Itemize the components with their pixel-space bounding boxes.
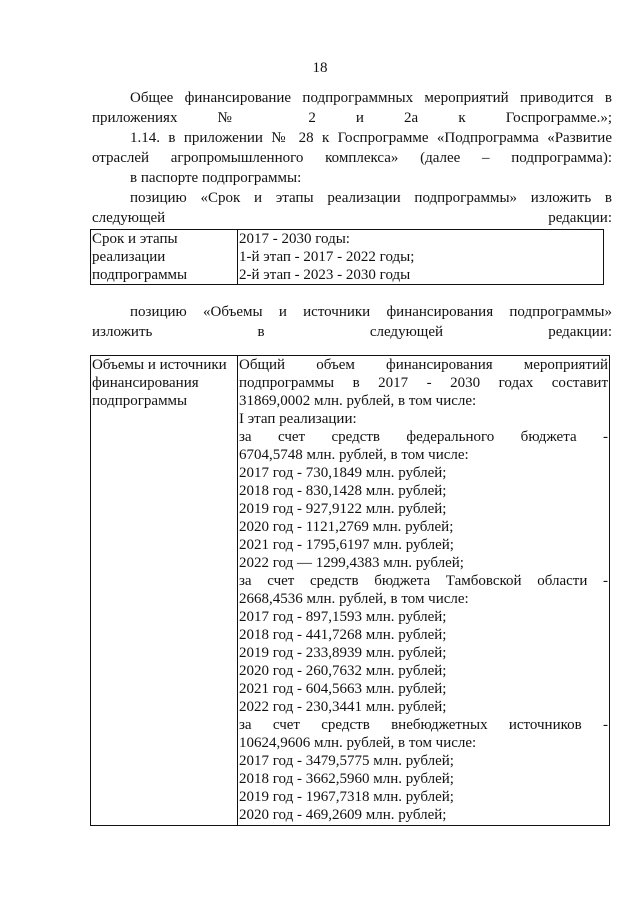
stage-label: I этап реализации:: [239, 411, 357, 427]
total-line: 31869,0002 млн. рублей, в том числе:: [239, 393, 477, 409]
terms-table: [90, 229, 604, 285]
label-line: Срок и этапы: [92, 231, 178, 247]
paragraph-item-1-14: 1.14. в приложении № 28 к Госпрограмме «Подпрограмма «Развитие отраслей агропромышленного комплекса» (далее – подпрограмма):: [92, 130, 612, 166]
value-line: 1-й этап - 2017 - 2022 годы;: [239, 249, 415, 265]
federal-sum: 6704,5748 млн. рублей, в том числе:: [239, 447, 469, 463]
paragraph-position-terms: позицию «Срок и этапы реализации подпрограммы» изложить в следующей редакции:: [92, 190, 612, 226]
extra-sum: 10624,9606 млн. рублей, в том числе:: [239, 735, 477, 751]
regional-year: 2021 год - 604,5663 млн. рублей;: [239, 681, 447, 697]
extra-year: 2020 год - 469,2609 млн. рублей;: [239, 807, 447, 823]
regional-year: 2018 год - 441,7268 млн. рублей;: [239, 627, 447, 643]
financing-value-cell: [238, 356, 610, 826]
total-line: подпрограммы в 2017 - 2030 годах составит: [239, 375, 608, 391]
financing-label-cell: [91, 356, 238, 826]
regional-year: 2022 год - 230,3441 млн. рублей;: [239, 699, 447, 715]
extra-year: 2018 год - 3662,5960 млн. рублей;: [239, 771, 454, 787]
federal-year: 2020 год - 1121,2769 млн. рублей;: [239, 519, 454, 535]
federal-year: 2019 год - 927,9122 млн. рублей;: [239, 501, 447, 517]
total-line: Общий объем финансирования мероприятий: [239, 357, 608, 373]
regional-year: 2019 год - 233,8939 млн. рублей;: [239, 645, 447, 661]
label-line: подпрограммы: [92, 393, 188, 409]
federal-year: 2022 год — 1299,4383 млн. рублей;: [239, 555, 464, 571]
federal-year: 2018 год - 830,1428 млн. рублей;: [239, 483, 447, 499]
terms-label-cell: [91, 230, 238, 285]
label-line: подпрограммы: [92, 267, 188, 283]
financing-table: [90, 355, 610, 826]
value-line: 2017 - 2030 годы:: [239, 231, 350, 247]
regional-year: 2017 год - 897,1593 млн. рублей;: [239, 609, 447, 625]
paragraph-financing-note: Общее финансирование подпрограммных мероприятий приводится в приложениях № 2 и 2а к Госпрограмме.»;: [92, 90, 612, 126]
value-line: 2-й этап - 2023 - 2030 годы: [239, 267, 411, 283]
federal-head: за счет средств федерального бюджета -: [239, 429, 608, 445]
extra-head: за счет средств внебюджетных источников -: [239, 717, 608, 733]
label-line: финансирования: [92, 375, 199, 391]
paragraph-passport: в паспорте подпрограммы:: [130, 170, 302, 186]
federal-year: 2017 год - 730,1849 млн. рублей;: [239, 465, 447, 481]
extra-year: 2017 год - 3479,5775 млн. рублей;: [239, 753, 454, 769]
federal-year: 2021 год - 1795,6197 млн. рублей;: [239, 537, 454, 553]
regional-head: за счет средств бюджета Тамбовской области -: [239, 573, 608, 589]
page-number: 18: [312, 60, 328, 76]
paragraph-position-financing: позицию «Объемы и источники финансирования подпрограммы» изложить в следующей редакции:: [92, 304, 612, 340]
regional-sum: 2668,4536 млн. рублей, в том числе:: [239, 591, 469, 607]
label-line: Объемы и источники: [92, 357, 227, 373]
regional-year: 2020 год - 260,7632 млн. рублей;: [239, 663, 447, 679]
label-line: реализации: [92, 249, 166, 265]
extra-year: 2019 год - 1967,7318 млн. рублей;: [239, 789, 454, 805]
terms-value-cell: [238, 230, 604, 285]
